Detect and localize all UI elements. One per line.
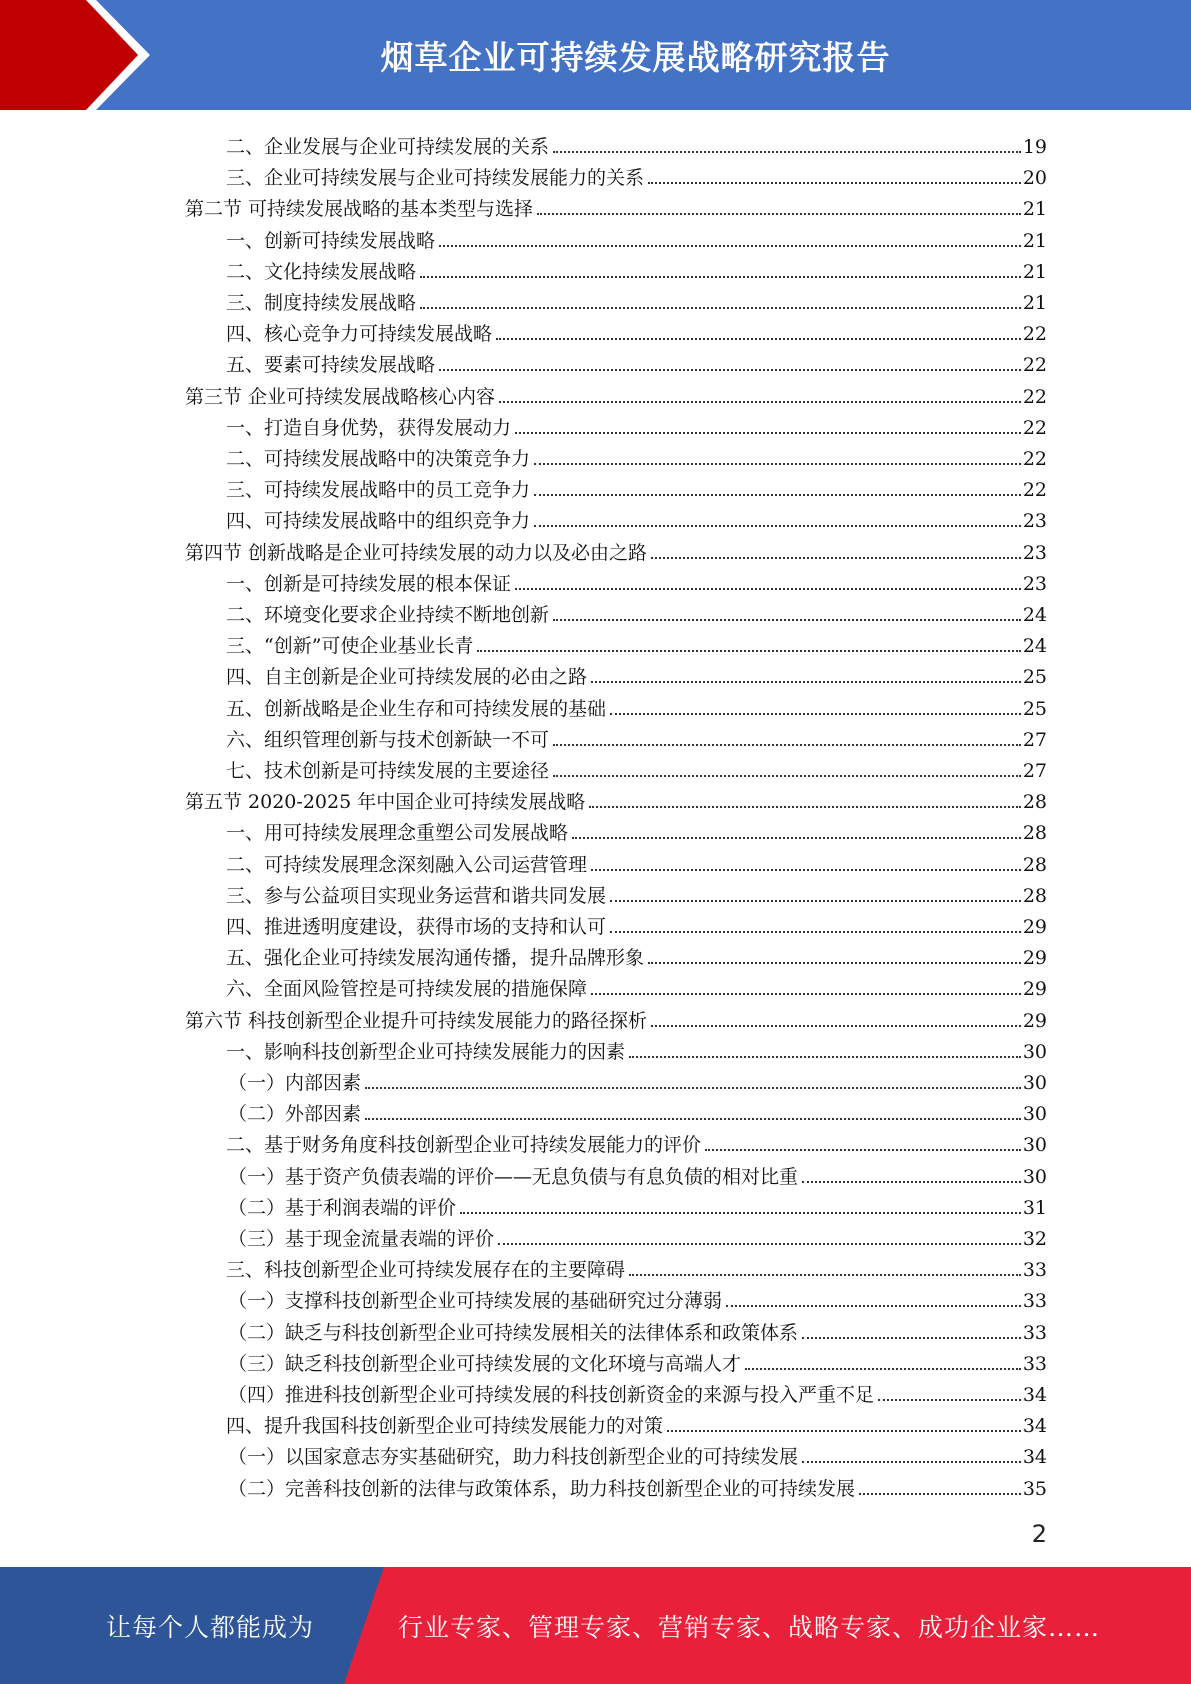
toc-entry-title: 五、创新战略是企业生存和可持续发展的基础 bbox=[226, 697, 607, 720]
toc-entry-title: 一、创新可持续发展战略 bbox=[226, 229, 436, 252]
toc-entry-title: 第五节 2020-2025 年中国企业可持续发展战略 bbox=[185, 791, 586, 814]
toc-entry[interactable] bbox=[185, 534, 1047, 565]
toc-entry[interactable] bbox=[228, 1095, 1047, 1126]
toc-dot-leader bbox=[420, 307, 1021, 309]
toc-entry[interactable] bbox=[226, 315, 1047, 346]
toc-entry-title: 四、提升我国科技创新型企业可持续发展能力的对策 bbox=[226, 1415, 664, 1438]
toc-entry-page: 24 bbox=[1022, 635, 1047, 658]
toc-entry[interactable] bbox=[228, 1345, 1047, 1376]
toc-dot-leader bbox=[496, 338, 1021, 340]
toc-entry-page: 33 bbox=[1022, 1352, 1047, 1375]
toc-entry-title: 三、可持续发展战略中的员工竞争力 bbox=[226, 479, 531, 502]
toc-entry[interactable] bbox=[226, 690, 1047, 721]
toc-entry-page: 28 bbox=[1022, 853, 1047, 876]
toc-entry-title: 二、环境变化要求企业持续不断地创新 bbox=[226, 604, 550, 626]
toc-entry-page: 27 bbox=[1022, 760, 1047, 782]
toc-entry-title: 四、核心竞争力可持续发展战略 bbox=[226, 323, 493, 346]
toc-entry[interactable] bbox=[228, 1189, 1047, 1220]
toc-entry[interactable] bbox=[228, 1314, 1047, 1345]
toc-entry-page: 21 bbox=[1022, 229, 1047, 252]
toc-entry-title: 六、组织管理创新与技术创新缺一不可 bbox=[226, 728, 550, 751]
toc-entry-page: 34 bbox=[1022, 1384, 1047, 1406]
toc-entry[interactable] bbox=[185, 1002, 1047, 1033]
toc-entry-title: （一）以国家意志夯实基础研究，助力科技创新型企业的可持续发展 bbox=[228, 1446, 799, 1469]
toc-entry-title: 第三节 企业可持续发展战略核心内容 bbox=[185, 385, 496, 408]
toc-entry[interactable] bbox=[226, 721, 1047, 752]
toc-dot-leader bbox=[648, 962, 1021, 964]
toc-entry-page: 23 bbox=[1022, 541, 1047, 564]
toc-entry-title: 三、企业可持续发展与企业可持续发展能力的关系 bbox=[226, 167, 645, 190]
page-number: 2 bbox=[1031, 1520, 1047, 1548]
toc-entry[interactable] bbox=[226, 970, 1047, 1001]
toc-entry-title: 第六节 科技创新型企业提升可持续发展能力的路径探析 bbox=[185, 1009, 648, 1032]
toc-entry-page: 25 bbox=[1022, 697, 1047, 720]
toc-entry-page: 32 bbox=[1022, 1228, 1047, 1250]
toc-entry[interactable] bbox=[226, 159, 1047, 190]
toc-dot-leader bbox=[460, 1212, 1021, 1214]
toc-entry[interactable] bbox=[226, 658, 1047, 689]
toc-entry-title: 四、可持续发展战略中的组织竞争力 bbox=[226, 510, 531, 533]
toc-entry-title: （三）缺乏科技创新型企业可持续发展的文化环境与高端人才 bbox=[228, 1352, 742, 1375]
toc-entry[interactable] bbox=[226, 846, 1047, 877]
toc-dot-leader bbox=[534, 463, 1021, 465]
page-footer bbox=[0, 1567, 1191, 1684]
toc-entry-page: 35 bbox=[1022, 1477, 1047, 1500]
toc-entry[interactable] bbox=[228, 1220, 1047, 1251]
toc-entry-page: 33 bbox=[1022, 1290, 1047, 1313]
toc-dot-leader bbox=[591, 869, 1021, 871]
toc-entry[interactable] bbox=[226, 627, 1047, 658]
toc-dot-leader bbox=[537, 213, 1021, 215]
toc-entry-page: 22 bbox=[1022, 323, 1047, 346]
toc-dot-leader bbox=[610, 900, 1021, 902]
toc-dot-leader bbox=[534, 494, 1021, 496]
toc-entry-page: 22 bbox=[1022, 416, 1047, 439]
toc-dot-leader bbox=[420, 276, 1021, 278]
toc-dot-leader bbox=[651, 557, 1021, 559]
toc-entry-title: （二）缺乏与科技创新型企业可持续发展相关的法律体系和政策体系 bbox=[228, 1321, 799, 1344]
toc-entry[interactable] bbox=[226, 752, 1047, 783]
toc-entry[interactable] bbox=[226, 409, 1047, 440]
toc-dot-leader bbox=[553, 744, 1021, 746]
toc-entry[interactable] bbox=[226, 596, 1047, 627]
toc-entry-page: 28 bbox=[1022, 791, 1047, 814]
toc-entry-page: 29 bbox=[1022, 947, 1047, 970]
toc-entry[interactable] bbox=[228, 1282, 1047, 1313]
toc-entry-title: 五、要素可持续发展战略 bbox=[226, 354, 436, 377]
toc-entry-page: 33 bbox=[1022, 1259, 1047, 1282]
toc-entry-title: 一、影响科技创新型企业可持续发展能力的因素 bbox=[226, 1040, 626, 1063]
footer-slogan-right: 行业专家、管理专家、营销专家、战略专家、成功企业家…… bbox=[398, 1612, 1101, 1642]
toc-entry[interactable] bbox=[228, 1064, 1047, 1095]
toc-dot-leader bbox=[591, 993, 1021, 995]
toc-entry[interactable] bbox=[226, 222, 1047, 253]
toc-entry[interactable] bbox=[226, 877, 1047, 908]
toc-dot-leader bbox=[610, 713, 1021, 715]
toc-entry[interactable] bbox=[226, 565, 1047, 596]
toc-entry-title: 三、科技创新型企业可持续发展存在的主要障碍 bbox=[226, 1259, 626, 1282]
toc-entry[interactable] bbox=[226, 253, 1047, 284]
toc-entry[interactable] bbox=[226, 471, 1047, 502]
toc-dot-leader bbox=[629, 1274, 1021, 1276]
toc-entry-page: 25 bbox=[1022, 666, 1047, 689]
toc-dot-leader bbox=[629, 1056, 1021, 1058]
toc-dot-leader bbox=[439, 369, 1021, 371]
toc-entry[interactable] bbox=[226, 1033, 1047, 1064]
toc-entry-title: 三、制度持续发展战略 bbox=[226, 292, 417, 314]
toc-entry[interactable] bbox=[226, 1126, 1047, 1157]
toc-entry-page: 28 bbox=[1022, 822, 1047, 845]
toc-dot-leader bbox=[651, 1025, 1021, 1027]
toc-entry[interactable] bbox=[226, 502, 1047, 533]
toc-dot-leader bbox=[572, 837, 1021, 839]
toc-entry-title: 一、打造自身优势，获得发展动力 bbox=[226, 416, 512, 439]
toc-dot-leader bbox=[648, 182, 1021, 184]
toc-entry-page: 23 bbox=[1022, 572, 1047, 595]
toc-entry-page: 22 bbox=[1022, 354, 1047, 377]
toc-dot-leader bbox=[745, 1368, 1021, 1370]
toc-entry-page: 21 bbox=[1022, 292, 1047, 314]
toc-entry-page: 29 bbox=[1022, 916, 1047, 938]
toc-entry[interactable] bbox=[228, 1470, 1047, 1501]
toc-dot-leader bbox=[859, 1493, 1021, 1495]
toc-entry-title: 三、“创新”可使企业基业长青 bbox=[226, 635, 474, 658]
toc-entry-page: 24 bbox=[1022, 604, 1047, 626]
toc-dot-leader bbox=[477, 650, 1020, 652]
toc-entry[interactable] bbox=[226, 346, 1047, 377]
toc-dot-leader bbox=[553, 151, 1021, 153]
page-header bbox=[0, 0, 1191, 110]
toc-entry[interactable] bbox=[226, 1407, 1047, 1438]
toc-entry-page: 30 bbox=[1022, 1040, 1047, 1063]
toc-entry-title: 二、可持续发展战略中的决策竞争力 bbox=[226, 448, 531, 470]
toc-entry-title: 七、技术创新是可持续发展的主要途径 bbox=[226, 760, 550, 782]
toc-entry-page: 34 bbox=[1022, 1446, 1047, 1469]
toc-dot-leader bbox=[802, 1337, 1021, 1339]
toc-entry-page: 21 bbox=[1022, 198, 1047, 221]
toc-entry[interactable] bbox=[185, 783, 1047, 814]
toc-entry[interactable] bbox=[226, 128, 1047, 159]
toc-dot-leader bbox=[705, 1149, 1021, 1151]
toc-entry-title: 一、创新是可持续发展的根本保证 bbox=[226, 572, 512, 595]
toc-entry[interactable] bbox=[185, 378, 1047, 409]
toc-entry-page: 20 bbox=[1022, 167, 1047, 190]
toc-entry-page: 33 bbox=[1022, 1321, 1047, 1344]
toc-entry-title: （二）外部因素 bbox=[228, 1103, 362, 1126]
toc-dot-leader bbox=[553, 775, 1021, 777]
toc-entry-title: （一）内部因素 bbox=[228, 1072, 362, 1094]
toc-entry-page: 28 bbox=[1022, 884, 1047, 907]
toc-entry-page: 31 bbox=[1022, 1196, 1047, 1219]
toc-dot-leader bbox=[591, 681, 1021, 683]
toc-entry-title: 四、推进透明度建设，获得市场的支持和认可 bbox=[226, 916, 607, 938]
document-title: 烟草企业可持续发展战略研究报告 bbox=[380, 37, 891, 77]
toc-entry-title: 二、企业发展与企业可持续发展的关系 bbox=[226, 136, 550, 158]
toc-entry-page: 22 bbox=[1022, 479, 1047, 502]
toc-entry-title: 二、可持续发展理念深刻融入公司运营管理 bbox=[226, 853, 588, 876]
toc-entry-title: （四）推进科技创新型企业可持续发展的科技创新资金的来源与投入严重不足 bbox=[228, 1384, 875, 1406]
toc-entry-page: 22 bbox=[1022, 385, 1047, 408]
toc-entry[interactable] bbox=[228, 1438, 1047, 1469]
toc-dot-leader bbox=[515, 588, 1021, 590]
toc-dot-leader bbox=[365, 1118, 1021, 1120]
toc-entry-title: 二、文化持续发展战略 bbox=[226, 260, 417, 283]
toc-entry-title: （二）基于利润表端的评价 bbox=[228, 1196, 457, 1219]
toc-dot-leader bbox=[534, 525, 1021, 527]
toc-dot-leader bbox=[878, 1399, 1021, 1401]
footer-slogan-left: 让每个人都能成为 bbox=[105, 1612, 314, 1642]
toc-entry-title: 五、强化企业可持续发展沟通传播，提升品牌形象 bbox=[226, 947, 645, 970]
toc-entry[interactable] bbox=[226, 939, 1047, 970]
toc-dot-leader bbox=[439, 245, 1021, 247]
toc-entry-title: 三、参与公益项目实现业务运营和谐共同发展 bbox=[226, 884, 607, 907]
toc-entry[interactable] bbox=[185, 190, 1047, 221]
toc-entry[interactable] bbox=[228, 1158, 1047, 1189]
toc-dot-leader bbox=[553, 619, 1021, 621]
toc-entry-title: 一、用可持续发展理念重塑公司发展战略 bbox=[226, 822, 569, 845]
toc-entry-page: 34 bbox=[1022, 1415, 1047, 1438]
toc-entry-page: 29 bbox=[1022, 978, 1047, 1001]
toc-entry-title: （一）基于资产负债表端的评价——无息负债与有息负债的相对比重 bbox=[228, 1165, 799, 1188]
toc-entry[interactable] bbox=[226, 1251, 1047, 1282]
toc-entry-page: 21 bbox=[1022, 260, 1047, 283]
toc-dot-leader bbox=[589, 806, 1021, 808]
toc-entry[interactable] bbox=[228, 1376, 1047, 1407]
toc-dot-leader bbox=[365, 1087, 1021, 1089]
toc-entry-title: 六、全面风险管控是可持续发展的措施保障 bbox=[226, 978, 588, 1001]
toc-entry-page: 23 bbox=[1022, 510, 1047, 533]
toc-entry-page: 30 bbox=[1022, 1165, 1047, 1188]
toc-entry-page: 22 bbox=[1022, 448, 1047, 470]
toc-entry-title: 二、基于财务角度科技创新型企业可持续发展能力的评价 bbox=[226, 1134, 702, 1157]
toc-entry[interactable] bbox=[226, 908, 1047, 939]
toc-entry-page: 19 bbox=[1022, 136, 1047, 158]
toc-entry-page: 27 bbox=[1022, 728, 1047, 751]
toc-entry-title: （二）完善科技创新的法律与政策体系，助力科技创新型企业的可持续发展 bbox=[228, 1477, 856, 1500]
toc-entry[interactable] bbox=[226, 440, 1047, 471]
toc-dot-leader bbox=[610, 931, 1021, 933]
toc-dot-leader bbox=[498, 1243, 1021, 1245]
toc-dot-leader bbox=[802, 1461, 1021, 1463]
toc-entry-title: （一）支撑科技创新型企业可持续发展的基础研究过分薄弱 bbox=[228, 1290, 723, 1313]
toc-entry[interactable] bbox=[226, 814, 1047, 845]
toc-entry-page: 30 bbox=[1022, 1103, 1047, 1126]
toc-entry[interactable] bbox=[226, 284, 1047, 315]
toc-entry-page: 30 bbox=[1022, 1072, 1047, 1094]
toc-dot-leader bbox=[667, 1430, 1021, 1432]
toc-dot-leader bbox=[515, 432, 1021, 434]
toc-dot-leader bbox=[802, 1181, 1021, 1183]
toc-entry-title: 第四节 创新战略是企业可持续发展的动力以及必由之路 bbox=[185, 541, 648, 564]
toc-entry-title: （三）基于现金流量表端的评价 bbox=[228, 1228, 495, 1250]
toc-entry-page: 30 bbox=[1022, 1134, 1047, 1157]
toc-entry-page: 29 bbox=[1022, 1009, 1047, 1032]
toc-dot-leader bbox=[499, 401, 1021, 403]
toc-dot-leader bbox=[726, 1305, 1021, 1307]
toc-entry-title: 四、自主创新是企业可持续发展的必由之路 bbox=[226, 666, 588, 689]
toc-entry-title: 第二节 可持续发展战略的基本类型与选择 bbox=[185, 198, 534, 221]
